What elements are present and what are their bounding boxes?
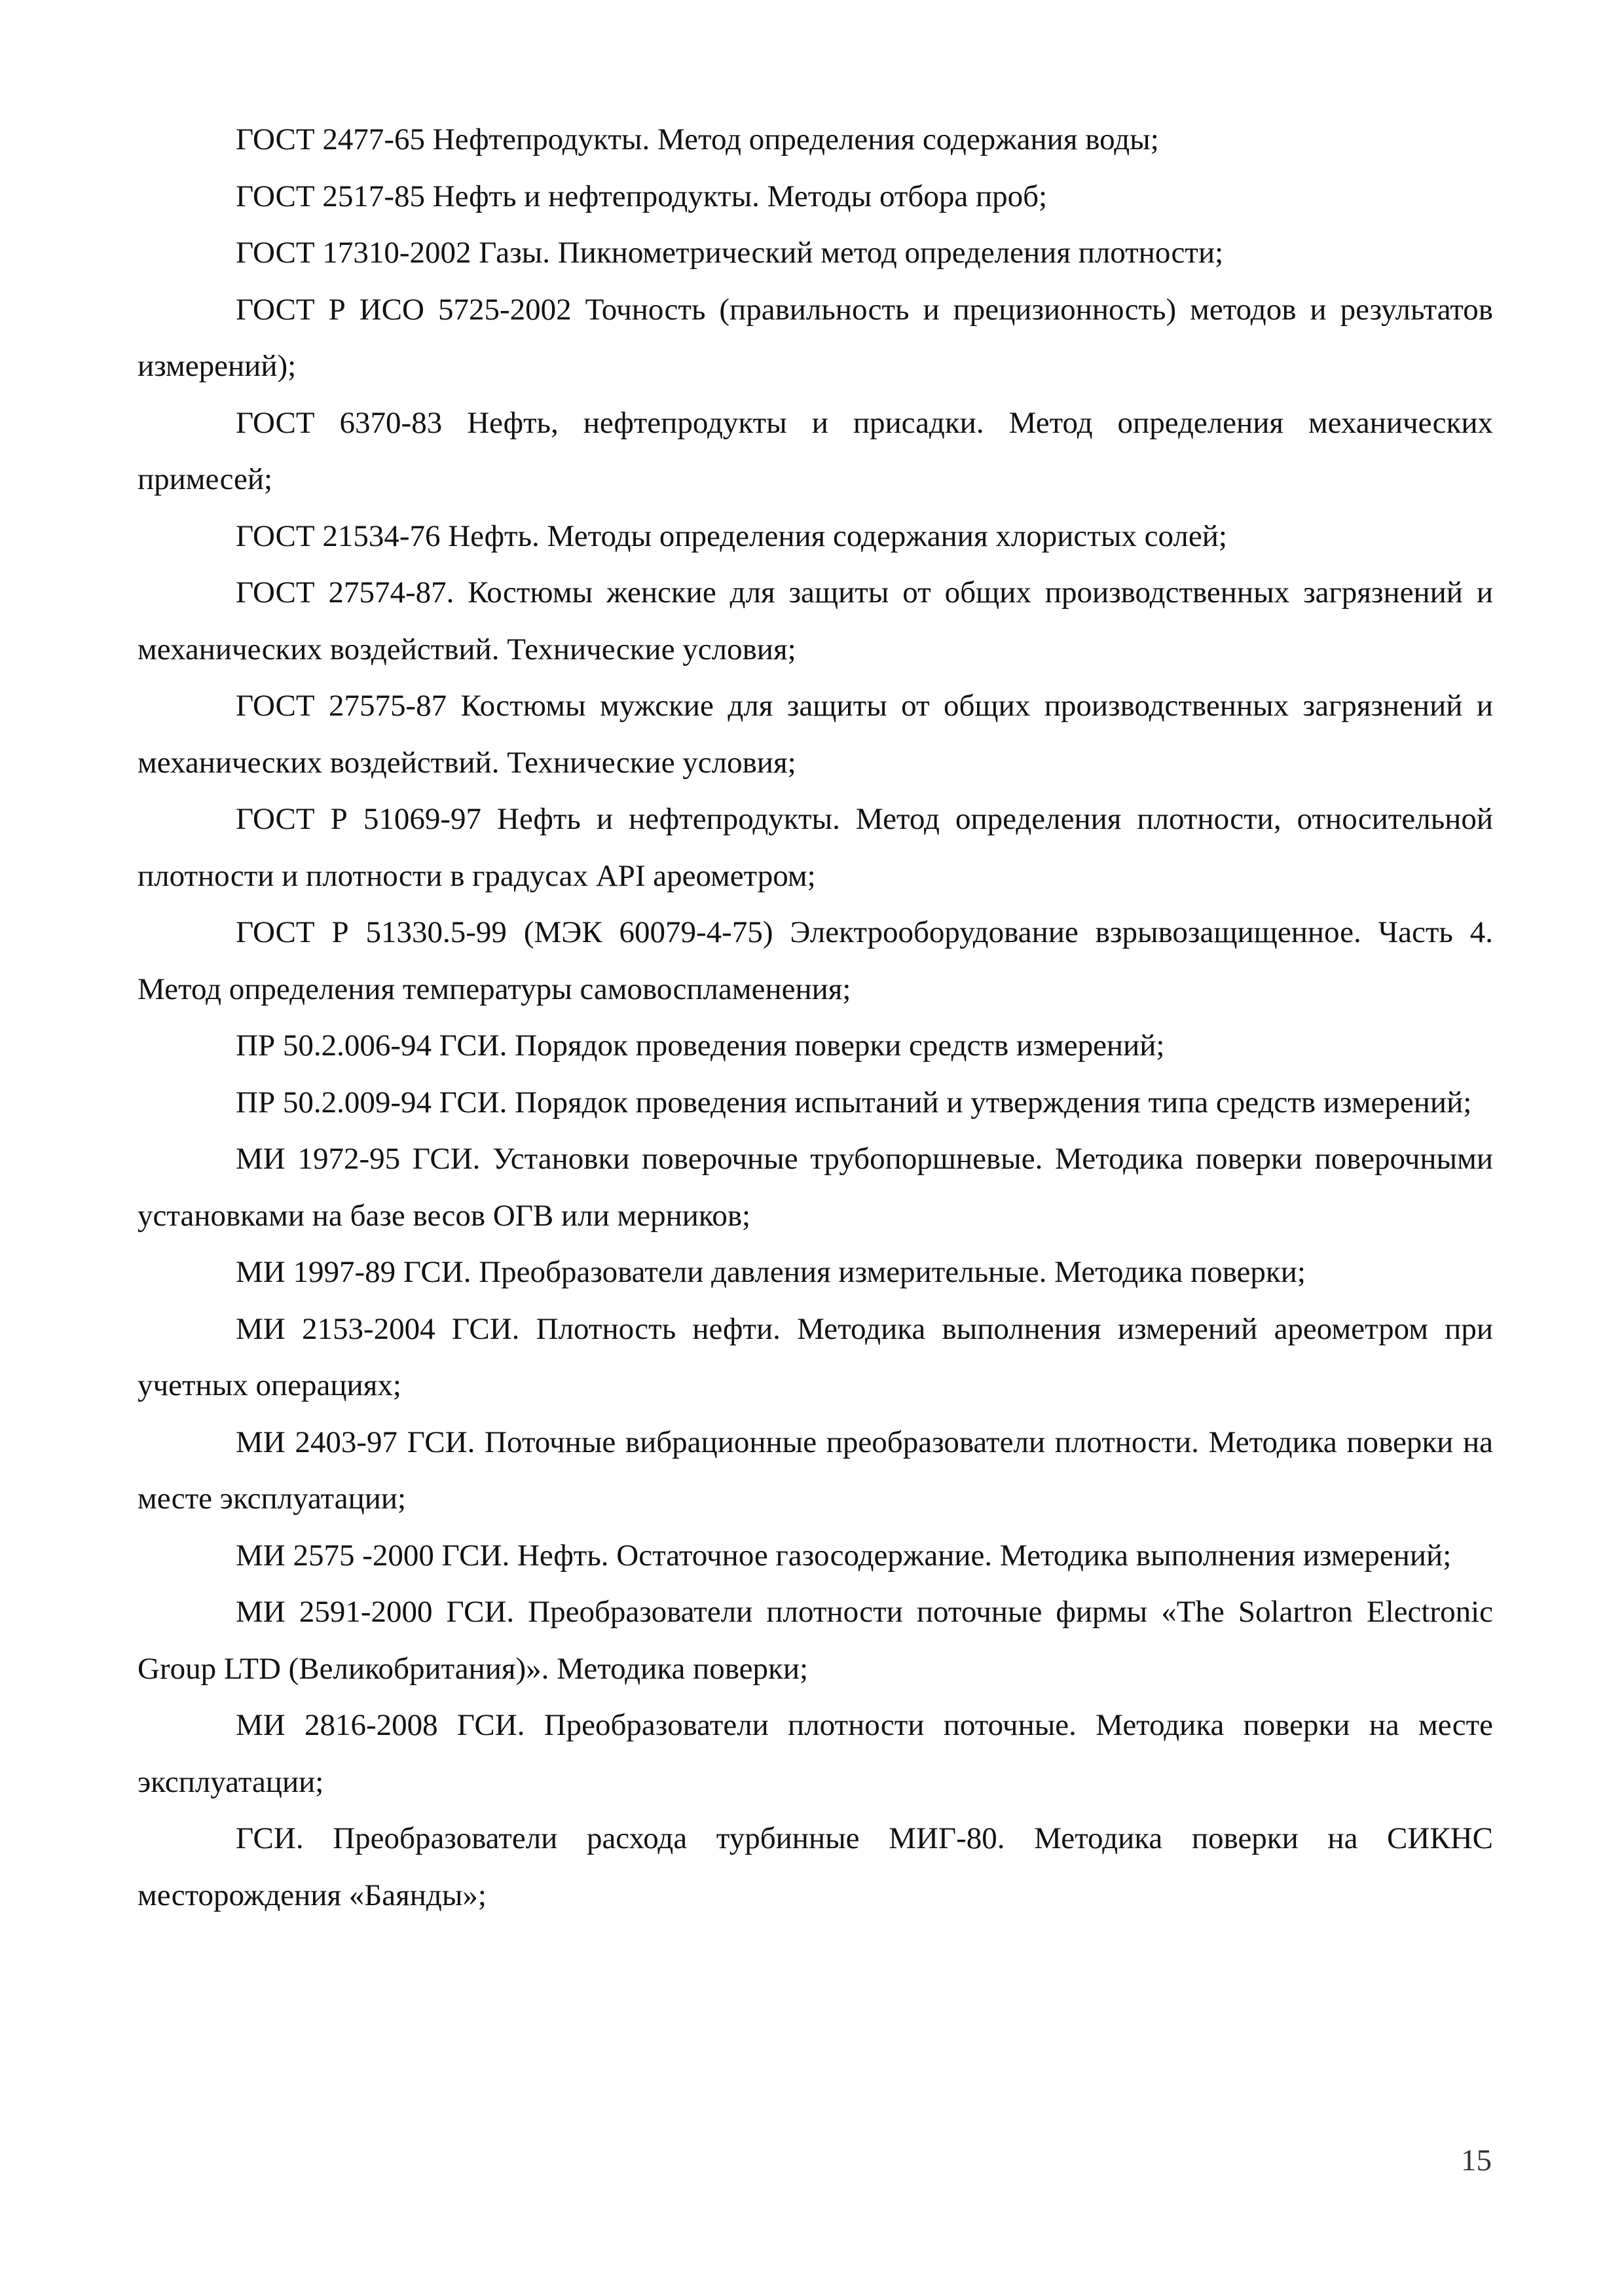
reference-item: МИ 2153-2004 ГСИ. Плотность нефти. Методика выполнения измерений ареометром при учетных операциях;	[138, 1311, 1493, 1402]
reference-item: ГСИ. Преобразователи расхода турбинные МИГ-80. Методика поверки на СИКНС месторождения «Баянды»;	[138, 1821, 1493, 1912]
reference-item: МИ 1997-89 ГСИ. Преобразователи давления измерительные. Методика поверки;	[236, 1255, 1306, 1289]
reference-item: ГОСТ 6370-83 Нефть, нефтепродукты и присадки. Метод определения механических примесей;	[138, 405, 1493, 496]
reference-item: МИ 2816-2008 ГСИ. Преобразователи плотности поточные. Методика поверки на месте эксплуатации;	[138, 1708, 1493, 1799]
reference-item: ГОСТ 27574-87. Костюмы женские для защиты от общих производственных загрязнений и механических воздействий. Технические условия;	[138, 575, 1493, 666]
reference-item: ПР 50.2.009-94 ГСИ. Порядок проведения испытаний и утверждения типа средств измерений;	[236, 1085, 1472, 1120]
reference-list	[138, 111, 1493, 1923]
reference-item: МИ 2575 -2000 ГСИ. Нефть. Остаточное газосодержание. Методика выполнения измерений;	[236, 1538, 1452, 1573]
reference-item: ГОСТ Р 51330.5-99 (МЭК 60079-4-75) Электрооборудование взрывозащищенное. Часть 4. Метод определения температуры самовоспламенения;	[138, 915, 1493, 1006]
page-number: 15	[1461, 2143, 1492, 2178]
reference-item: ГОСТ 27575-87 Костюмы мужские для защиты от общих производственных загрязнений и механических воздействий. Технические условия;	[138, 689, 1493, 780]
reference-item: ГОСТ 17310-2002 Газы. Пикнометрический метод определения плотности;	[236, 236, 1224, 270]
reference-item: МИ 2591-2000 ГСИ. Преобразователи плотности поточные фирмы «The Solartron Electronic Group LTD (Великобритания)». Методика поверки;	[138, 1595, 1493, 1686]
reference-item: ПР 50.2.006-94 ГСИ. Порядок проведения поверки средств измерений;	[236, 1029, 1165, 1063]
reference-item: ГОСТ Р ИСО 5725-2002 Точность (правильность и прецизионность) методов и результатов измерений);	[138, 292, 1493, 383]
reference-item: МИ 2403-97 ГСИ. Поточные вибрационные преобразователи плотности. Методика поверки на месте эксплуатации;	[138, 1425, 1493, 1516]
reference-item: ГОСТ 2517-85 Нефть и нефтепродукты. Методы отбора проб;	[236, 179, 1048, 213]
reference-item: ГОСТ 21534-76 Нефть. Методы определения содержания хлористых солей;	[236, 519, 1227, 553]
reference-item: ГОСТ 2477-65 Нефтепродукты. Метод определения содержания воды;	[236, 122, 1159, 156]
reference-item: ГОСТ Р 51069-97 Нефть и нефтепродукты. Метод определения плотности, относительной плотности и плотности в градусах API ареометром;	[138, 802, 1493, 893]
reference-item: МИ 1972-95 ГСИ. Установки поверочные трубопоршневые. Методика поверки поверочными установками на базе весов ОГВ или мерников;	[138, 1142, 1493, 1233]
